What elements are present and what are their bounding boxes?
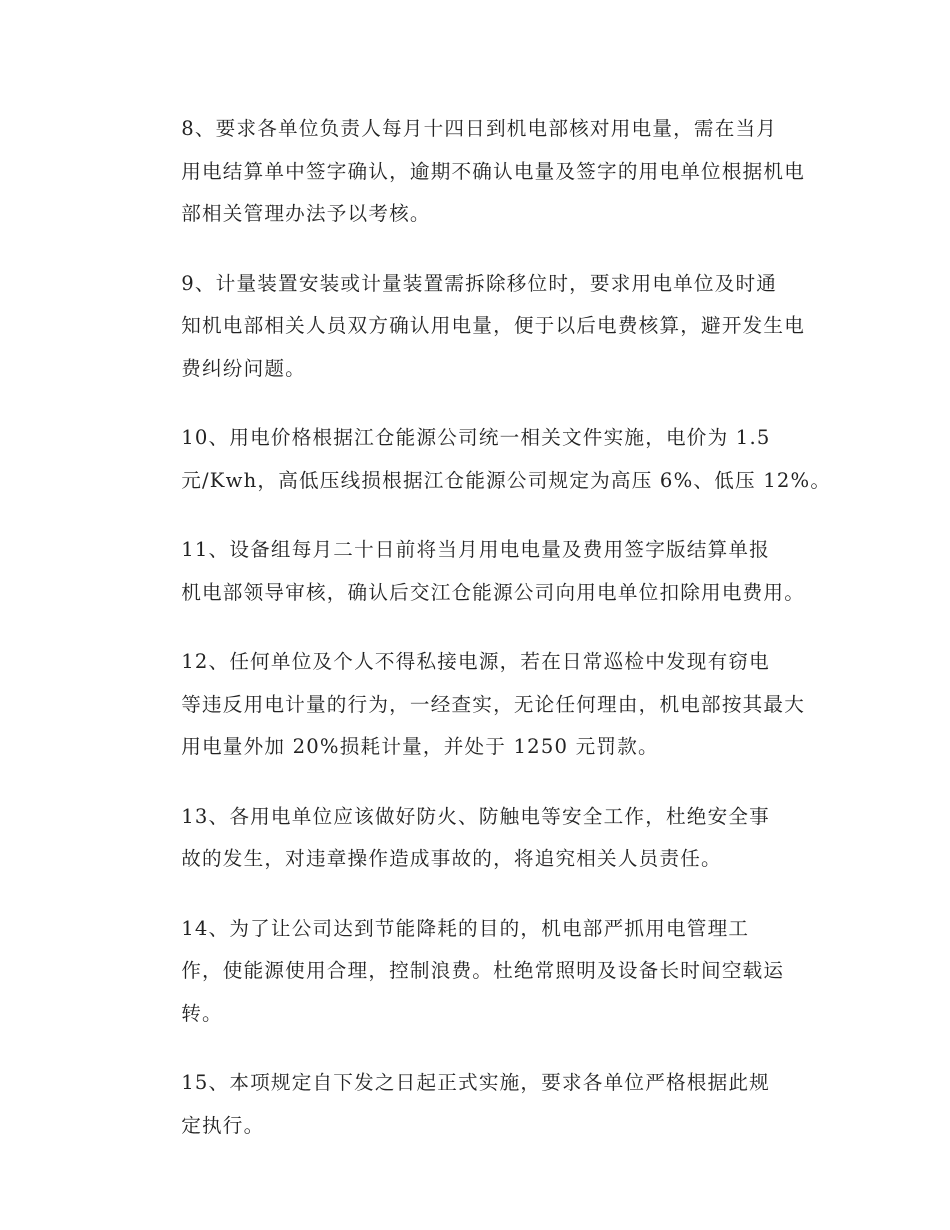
paragraph-line: 部相关管理办法予以考核。 (181, 202, 431, 225)
paragraph-line: 作，使能源使用合理，控制浪费。杜绝常照明及设备长时间空载运 (181, 959, 785, 982)
paragraph-line: 11、设备组每月二十日前将当月用电电量及费用签字版结算单报 (181, 538, 770, 561)
paragraph-15 (142, 1062, 808, 1147)
paragraph-line: 13、各用电单位应该做好防火、防触电等安全工作，杜绝安全事 (181, 804, 770, 828)
paragraph-line: 12、任何单位及个人不得私接电源，若在日常巡检中发现有窃电 (181, 650, 770, 673)
paragraph-line: 故的发生，对违章操作造成事故的，将追究相关人员责任。 (181, 847, 722, 870)
paragraph-line: 费纠纷问题。 (181, 356, 306, 380)
paragraph-11 (142, 529, 808, 614)
paragraph-line: 等违反用电计量的行为，一经查实，无论任何理由，机电部按其最大 (181, 692, 805, 716)
paragraph-line: 10、用电价格根据江仓能源公司统一相关文件实施，电价为 1.5 (181, 426, 771, 449)
paragraph-9 (142, 263, 808, 391)
paragraph-line: 15、本项规定自下发之日起正式实施，要求各单位严格根据此规 (181, 1071, 770, 1094)
paragraph-14 (142, 908, 808, 1036)
paragraph-line: 元/Kwh，高低压线损根据江仓能源公司规定为高压 6%、低压 12%。 (181, 468, 832, 492)
paragraph-13 (142, 796, 808, 881)
paragraph-10 (142, 417, 832, 502)
paragraph-line: 8、要求各单位负责人每月十四日到机电部核对用电量，需在当月 (181, 117, 778, 140)
paragraph-line: 知机电部相关人员双方确认用电量，便于以后电费核算，避开发生电 (181, 314, 805, 337)
paragraph-line: 14、为了让公司达到节能降耗的目的，机电部严抓用电管理工 (181, 916, 750, 940)
paragraph-line: 用电量外加 20%损耗计量，并处于 1250 元罚款。 (181, 735, 659, 758)
paragraph-12 (142, 641, 808, 769)
paragraph-line: 机电部领导审核，确认后交江仓能源公司向用电单位扣除用电费用。 (181, 580, 805, 604)
paragraph-line: 定执行。 (181, 1113, 265, 1137)
paragraph-line: 用电结算单中签字确认，逾期不确认电量及签字的用电单位根据机电 (181, 159, 805, 183)
paragraph-8 (142, 108, 808, 236)
paragraph-line: 转。 (181, 1001, 223, 1025)
document-body (142, 108, 832, 1174)
paragraph-line: 9、计量装置安装或计量装置需拆除移位时，要求用电单位及时通 (181, 271, 778, 295)
